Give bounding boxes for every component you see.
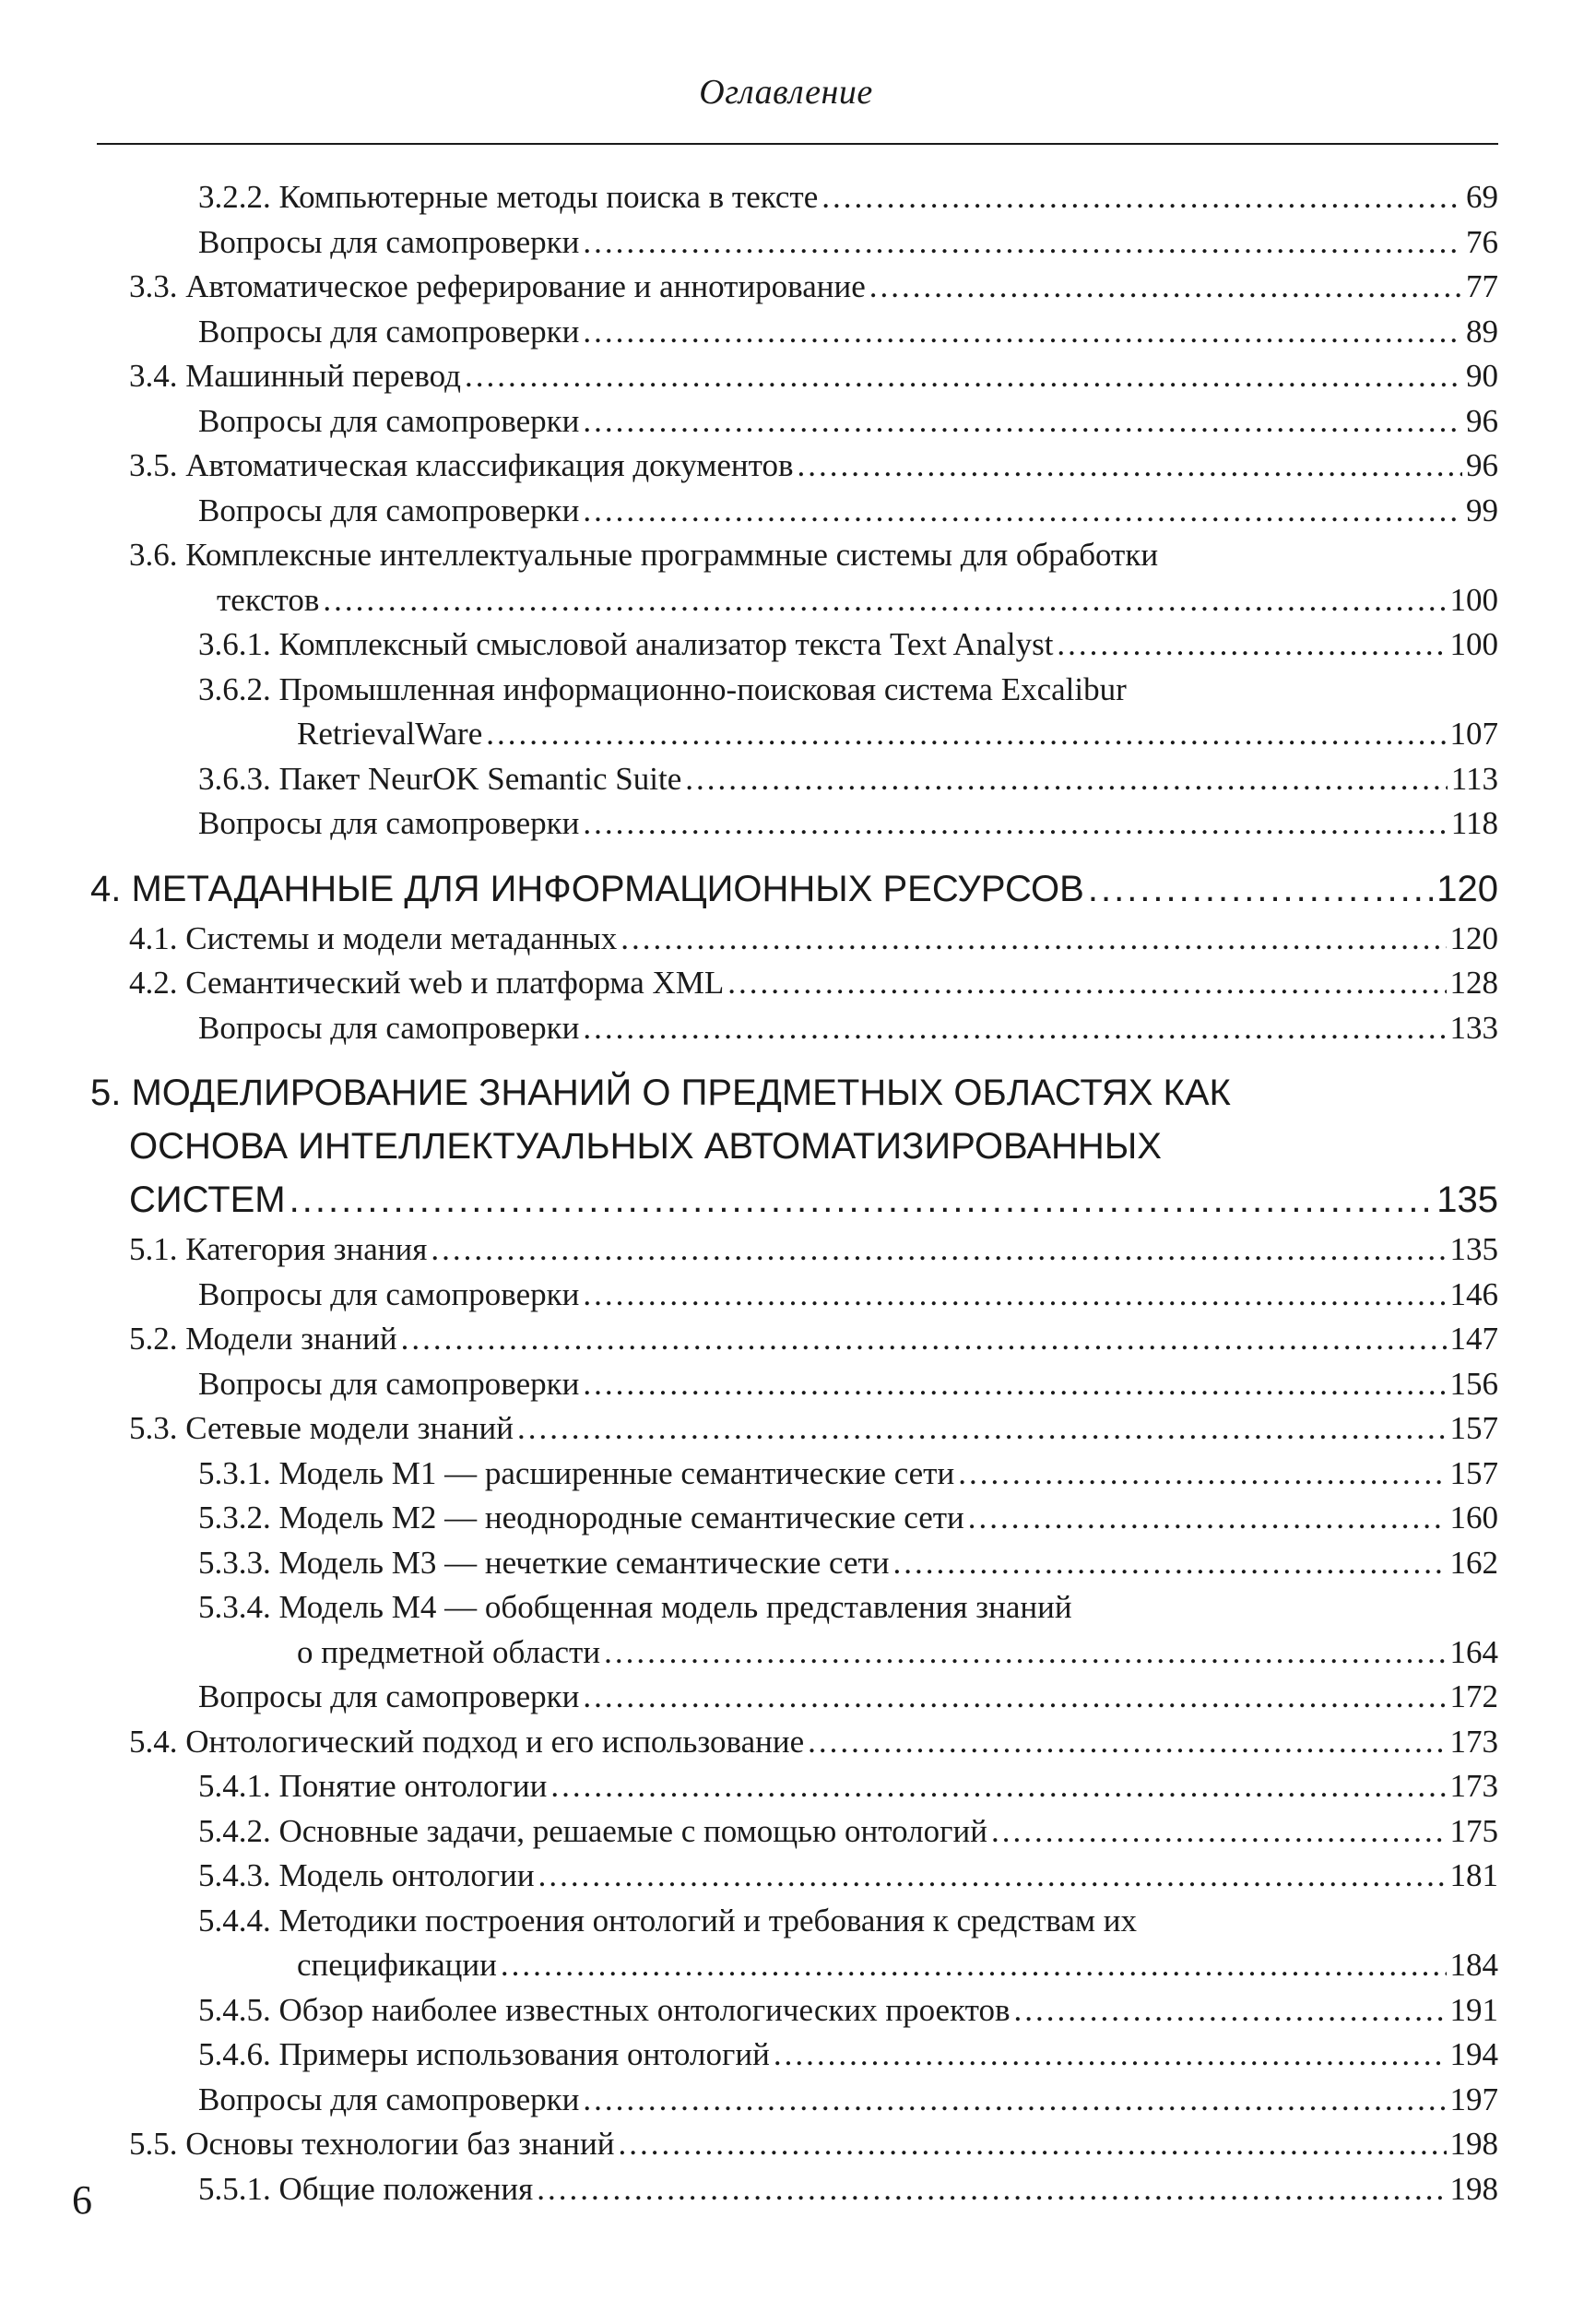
toc-leader-dots <box>583 489 1462 533</box>
toc-entry <box>0 1496 1572 1541</box>
toc-entry-title: 5.1. Категория знания <box>129 1231 428 1267</box>
toc-entry-page: 198 <box>1449 2126 1498 2162</box>
toc-entry-page: 99 <box>1466 492 1498 528</box>
toc-entry-title: 5. МОДЕЛИРОВАНИЕ ЗНАНИЙ О ПРЕДМЕТНЫХ ОБЛАСТЯХ КАК <box>90 1073 1231 1113</box>
toc-entry-page: 89 <box>1466 313 1498 350</box>
toc-entry-title: 3.2.2. Компьютерные методы поиска в тексте <box>198 179 819 215</box>
toc-entry-page: 156 <box>1449 1365 1498 1402</box>
toc-entry-page: 96 <box>1466 447 1498 483</box>
toc-entry-page: 160 <box>1449 1500 1498 1536</box>
toc-entry-title: 5.5.1. Общие положения <box>198 2170 534 2207</box>
toc-entry-title: 5.3.3. Модель M3 — нечеткие семантические сети <box>198 1544 890 1581</box>
toc-leader-dots <box>604 1630 1446 1675</box>
toc-leader-dots <box>550 1764 1446 1808</box>
toc-leader-dots <box>323 578 1446 622</box>
toc-entry <box>0 354 1572 399</box>
toc-entry <box>0 1452 1572 1497</box>
toc-entry <box>0 1067 1572 1120</box>
toc-entry-page: 147 <box>1449 1321 1498 1357</box>
table-of-contents <box>0 175 1572 2211</box>
toc-entry-title: Вопросы для самопроверки <box>198 1365 580 1402</box>
toc-entry-page: 118 <box>1450 805 1498 841</box>
toc-entry <box>0 1764 1572 1809</box>
toc-entry-title: текстов <box>217 581 320 618</box>
toc-entry <box>0 801 1572 847</box>
toc-entry-title: 5.3.4. Модель M4 — обобщенная модель представления знаний <box>198 1589 1072 1625</box>
toc-entry-page: 162 <box>1449 1544 1498 1581</box>
toc-entry-page: 184 <box>1449 1947 1498 1983</box>
toc-entry-title: 3.6. Комплексные интеллектуальные программные системы для обработки <box>129 537 1159 573</box>
toc-leader-dots <box>517 1406 1447 1451</box>
toc-leader-dots <box>538 1854 1447 1898</box>
toc-entry-page: 100 <box>1449 626 1498 662</box>
toc-entry-page: 135 <box>1436 1180 1498 1220</box>
toc-entry <box>0 1899 1572 1944</box>
toc-entry-title: 5.3.2. Модель M2 — неоднородные семантические сети <box>198 1500 964 1536</box>
toc-entry-title: 3.3. Автоматическое реферирование и аннотирование <box>129 268 866 304</box>
toc-entry <box>0 175 1572 220</box>
toc-entry <box>0 1317 1572 1362</box>
toc-entry-title: 5.4.4. Методики построения онтологий и требования к средствам их <box>198 1902 1137 1939</box>
toc-entry-title: 4. МЕТАДАННЫЕ ДЛЯ ИНФОРМАЦИОННЫХ РЕСУРСОВ <box>90 868 1084 909</box>
toc-entry <box>0 1362 1572 1407</box>
toc-entry-title: Вопросы для самопроверки <box>198 805 580 841</box>
toc-leader-dots <box>618 2122 1446 2166</box>
page-number: 6 <box>72 2177 92 2223</box>
toc-leader-dots <box>583 801 1447 846</box>
toc-entry-title: Вопросы для самопроверки <box>198 223 580 260</box>
toc-entry <box>0 310 1572 355</box>
toc-leader-dots <box>583 310 1462 354</box>
toc-entry-page: 120 <box>1436 868 1498 909</box>
toc-leader-dots <box>401 1317 1447 1361</box>
toc-entry-page: 172 <box>1449 1678 1498 1714</box>
toc-entry-title: 4.1. Системы и модели метаданных <box>129 919 618 956</box>
toc-leader-dots <box>797 444 1462 488</box>
toc-entry <box>0 622 1572 668</box>
toc-entry-title: 5.3.1. Модель M1 — расширенные семантические сети <box>198 1454 955 1491</box>
toc-leader-dots <box>290 1174 1434 1226</box>
toc-entry <box>0 265 1572 310</box>
toc-entry-title: 3.6.3. Пакет NeurOK Semantic Suite <box>198 760 682 797</box>
toc-entry <box>0 2078 1572 2123</box>
toc-entry-title: 4.2. Семантический web и платформа XML <box>129 965 725 1001</box>
toc-entry-title: 5.3. Сетевые модели знаний <box>129 1410 514 1446</box>
toc-leader-dots <box>774 2033 1447 2077</box>
toc-entry-title: СИСТЕМ <box>129 1180 286 1220</box>
toc-entry-title: Вопросы для самопроверки <box>198 1009 580 1046</box>
toc-entry-page: 173 <box>1449 1768 1498 1804</box>
toc-entry <box>0 961 1572 1006</box>
toc-entry <box>0 863 1572 917</box>
toc-entry-page: 120 <box>1449 919 1498 956</box>
toc-entry-title: 3.4. Машинный перевод <box>129 358 461 394</box>
toc-entry-page: 133 <box>1449 1009 1498 1046</box>
toc-leader-dots <box>583 1675 1446 1719</box>
toc-entry-title: Вопросы для самопроверки <box>198 402 580 439</box>
toc-entry-title: 5.4.5. Обзор наиболее известных онтологических проектов <box>198 1991 1011 2028</box>
toc-entry-page: 69 <box>1466 179 1498 215</box>
toc-leader-dots <box>821 175 1462 219</box>
toc-entry <box>0 1541 1572 1586</box>
running-header: Оглавление <box>699 73 873 112</box>
toc-entry-title: Вопросы для самопроверки <box>198 492 580 528</box>
toc-entry <box>0 1630 1572 1676</box>
toc-leader-dots <box>808 1720 1446 1764</box>
toc-leader-dots <box>727 961 1446 1005</box>
toc-entry <box>0 1120 1572 1174</box>
toc-entry <box>0 757 1572 802</box>
toc-entry-title: 5.4.3. Модель онтологии <box>198 1857 535 1893</box>
toc-entry-page: 100 <box>1449 581 1498 618</box>
toc-entry <box>0 917 1572 962</box>
toc-entry <box>0 668 1572 713</box>
toc-entry <box>0 220 1572 266</box>
toc-entry <box>0 1174 1572 1227</box>
toc-entry <box>0 1809 1572 1855</box>
toc-entry-page: 157 <box>1449 1410 1498 1446</box>
toc-leader-dots <box>537 2167 1446 2211</box>
toc-entry-page: 194 <box>1449 2036 1498 2072</box>
toc-entry <box>0 2167 1572 2212</box>
toc-entry-title: 3.6.2. Промышленная информационно-поисковая система Excalibur <box>198 670 1127 707</box>
toc-entry <box>0 1273 1572 1318</box>
toc-entry-title: спецификации <box>297 1947 497 1983</box>
toc-leader-dots <box>685 757 1448 801</box>
toc-entry <box>0 1854 1572 1899</box>
toc-leader-dots <box>991 1809 1447 1854</box>
toc-entry <box>0 1943 1572 1988</box>
toc-leader-dots <box>869 265 1462 309</box>
toc-entry <box>0 1006 1572 1051</box>
toc-entry-title: Вопросы для самопроверки <box>198 1678 580 1714</box>
toc-entry <box>0 399 1572 445</box>
toc-entry-page: 173 <box>1449 1723 1498 1760</box>
toc-entry-title: Вопросы для самопроверки <box>198 313 580 350</box>
toc-entry <box>0 712 1572 757</box>
toc-entry-page: 77 <box>1466 268 1498 304</box>
toc-leader-dots <box>958 1452 1446 1496</box>
header-rule <box>97 143 1498 145</box>
toc-leader-dots <box>1057 622 1446 667</box>
toc-entry <box>0 533 1572 578</box>
toc-entry-page: 107 <box>1449 716 1498 752</box>
toc-entry-title: 5.4.1. Понятие онтологии <box>198 1768 548 1804</box>
toc-entry-page: 175 <box>1449 1812 1498 1849</box>
toc-entry-title: ОСНОВА ИНТЕЛЛЕКТУАЛЬНЫХ АВТОМАТИЗИРОВАННЫХ <box>129 1126 1162 1167</box>
toc-leader-dots <box>583 1362 1446 1406</box>
toc-entry <box>0 1406 1572 1452</box>
toc-entry-title: 5.2. Модели знаний <box>129 1321 397 1357</box>
toc-leader-dots <box>1088 863 1433 915</box>
toc-entry <box>0 2122 1572 2167</box>
toc-entry <box>0 2033 1572 2078</box>
toc-leader-dots <box>968 1496 1447 1540</box>
toc-entry-title: 5.4.2. Основные задачи, решаемые с помощью онтологий <box>198 1812 987 1849</box>
toc-entry <box>0 1227 1572 1273</box>
toc-entry-title: 5.5. Основы технологии баз знаний <box>129 2126 615 2162</box>
toc-entry <box>0 1720 1572 1765</box>
toc-entry <box>0 1585 1572 1630</box>
toc-entry <box>0 489 1572 534</box>
toc-entry <box>0 578 1572 623</box>
toc-entry <box>0 1988 1572 2034</box>
toc-leader-dots <box>1013 1988 1446 2033</box>
toc-entry-page: 181 <box>1449 1857 1498 1893</box>
toc-entry-title: 3.5. Автоматическая классификация документов <box>129 447 794 483</box>
toc-leader-dots <box>583 220 1462 265</box>
toc-entry-page: 191 <box>1449 1991 1498 2028</box>
toc-entry-page: 113 <box>1450 760 1498 797</box>
toc-leader-dots <box>583 1273 1446 1317</box>
toc-entry-page: 90 <box>1466 358 1498 394</box>
toc-leader-dots <box>583 1006 1446 1050</box>
toc-entry-title: Вопросы для самопроверки <box>198 1275 580 1312</box>
toc-entry-page: 198 <box>1449 2170 1498 2207</box>
toc-entry-page: 146 <box>1449 1275 1498 1312</box>
toc-entry-page: 128 <box>1449 965 1498 1001</box>
toc-leader-dots <box>501 1943 1447 1987</box>
toc-entry-title: 5.4. Онтологический подход и его использование <box>129 1723 805 1760</box>
toc-entry-title: о предметной области <box>297 1633 601 1670</box>
toc-entry-title: 5.4.6. Примеры использования онтологий <box>198 2036 770 2072</box>
toc-entry <box>0 444 1572 489</box>
toc-leader-dots <box>465 354 1462 398</box>
toc-entry-page: 157 <box>1449 1454 1498 1491</box>
toc-leader-dots <box>431 1227 1446 1272</box>
toc-entry-page: 76 <box>1466 223 1498 260</box>
toc-entry-title: Вопросы для самопроверки <box>198 2081 580 2117</box>
toc-leader-dots <box>583 399 1462 444</box>
toc-entry <box>0 1675 1572 1720</box>
toc-leader-dots <box>621 917 1446 961</box>
toc-entry-page: 135 <box>1449 1231 1498 1267</box>
toc-entry-title: RetrievalWare <box>297 716 483 752</box>
toc-leader-dots <box>486 712 1446 756</box>
toc-entry-page: 96 <box>1466 402 1498 439</box>
toc-entry-page: 197 <box>1449 2081 1498 2117</box>
toc-leader-dots <box>583 2078 1446 2122</box>
toc-entry-title: 3.6.1. Комплексный смысловой анализатор текста Text Analyst <box>198 626 1054 662</box>
toc-leader-dots <box>893 1541 1447 1585</box>
toc-entry-page: 164 <box>1449 1633 1498 1670</box>
